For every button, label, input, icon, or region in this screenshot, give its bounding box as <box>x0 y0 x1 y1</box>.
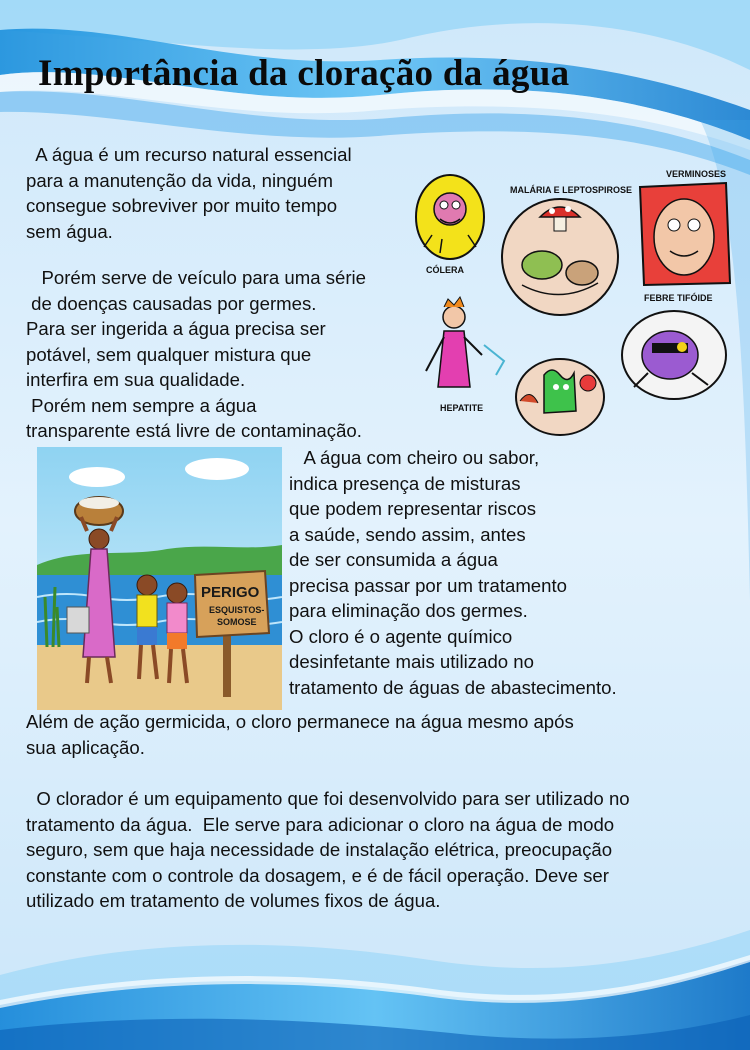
text-line: precisa passar por um tratamento <box>289 574 567 596</box>
text-line: transparente está livre de contaminação. <box>26 420 362 441</box>
text-line: O cloro é o agente químico <box>289 625 513 647</box>
sign-text-esquistos: ESQUISTOS- <box>209 605 265 615</box>
treatment-paragraph <box>289 445 617 700</box>
text-line: A água com cheiro ou sabor, <box>289 447 540 468</box>
verminoses-germ-icon <box>640 183 730 285</box>
sign-text-perigo: PERIGO <box>201 584 260 601</box>
text-line: tratamento da água. Ele serve para adicionar o cloro na água de modo <box>26 813 615 835</box>
label-febre: FEBRE TIFÓIDE <box>644 293 713 303</box>
intro-paragraph <box>26 142 352 244</box>
text-line: de ser consumida a água <box>289 549 498 570</box>
label-malaria: MALÁRIA E LEPTOSPIROSE <box>510 185 633 195</box>
cholera-germ-icon <box>416 175 484 259</box>
text-line: para a manutenção da vida, ninguém <box>26 169 334 191</box>
text-line: Além de ação germicida, o cloro permanece na água mesmo após <box>26 711 574 732</box>
diseases-illustration <box>412 165 742 440</box>
text-line: para eliminação dos germes. <box>289 600 528 621</box>
germicide-paragraph <box>26 709 574 760</box>
chlorinator-paragraph <box>26 786 630 914</box>
text-line: de doenças causadas por germes. <box>26 292 317 314</box>
text-line: Porém serve de veículo para uma série <box>26 267 367 288</box>
text-line: desinfetante mais utilizado no <box>289 651 534 672</box>
label-verminoses: VERMINOSES <box>666 169 727 179</box>
text-line: Para ser ingerida a água precisa ser <box>26 318 326 339</box>
text-line: A água é um recurso natural essencial <box>26 144 352 165</box>
text-line: indica presença de misturas <box>289 472 521 494</box>
diseases-paragraph <box>26 265 366 444</box>
text-line: seguro, sem que haja necessidade de instalação elétrica, preocupação <box>26 839 613 860</box>
text-line: constante com o controle da dosagem, e é de fácil operação. Deve ser <box>26 864 609 886</box>
label-hepatite: HEPATITE <box>440 403 484 413</box>
text-line: a saúde, sendo assim, antes <box>289 523 526 545</box>
hepatitis-figure-icon <box>426 297 504 387</box>
text-line: Porém nem sempre a água <box>26 394 257 416</box>
text-line: utilizado em tratamento de volumes fixos de água. <box>26 890 441 911</box>
sign-text-somose: SOMOSE <box>217 617 257 627</box>
text-line: potável, sem qualquer mistura que <box>26 343 312 365</box>
typhoid-germ-icon <box>622 311 726 399</box>
river-danger-illustration <box>37 447 282 710</box>
water-germ-icon <box>516 359 604 435</box>
page-title: Importância da cloração da água <box>38 53 570 94</box>
text-line: interfira em sua qualidade. <box>26 369 246 390</box>
text-line: sua aplicação. <box>26 736 145 758</box>
text-line: O clorador é um equipamento que foi desenvolvido para ser utilizado no <box>26 788 630 809</box>
text-line: que podem representar riscos <box>289 498 537 519</box>
text-line: sem água. <box>26 220 113 242</box>
malaria-germ-icon <box>502 199 618 315</box>
text-line: consegue sobreviver por muito tempo <box>26 195 338 216</box>
text-line: tratamento de águas de abastecimento. <box>289 676 617 698</box>
label-colera: CÓLERA <box>426 265 464 275</box>
